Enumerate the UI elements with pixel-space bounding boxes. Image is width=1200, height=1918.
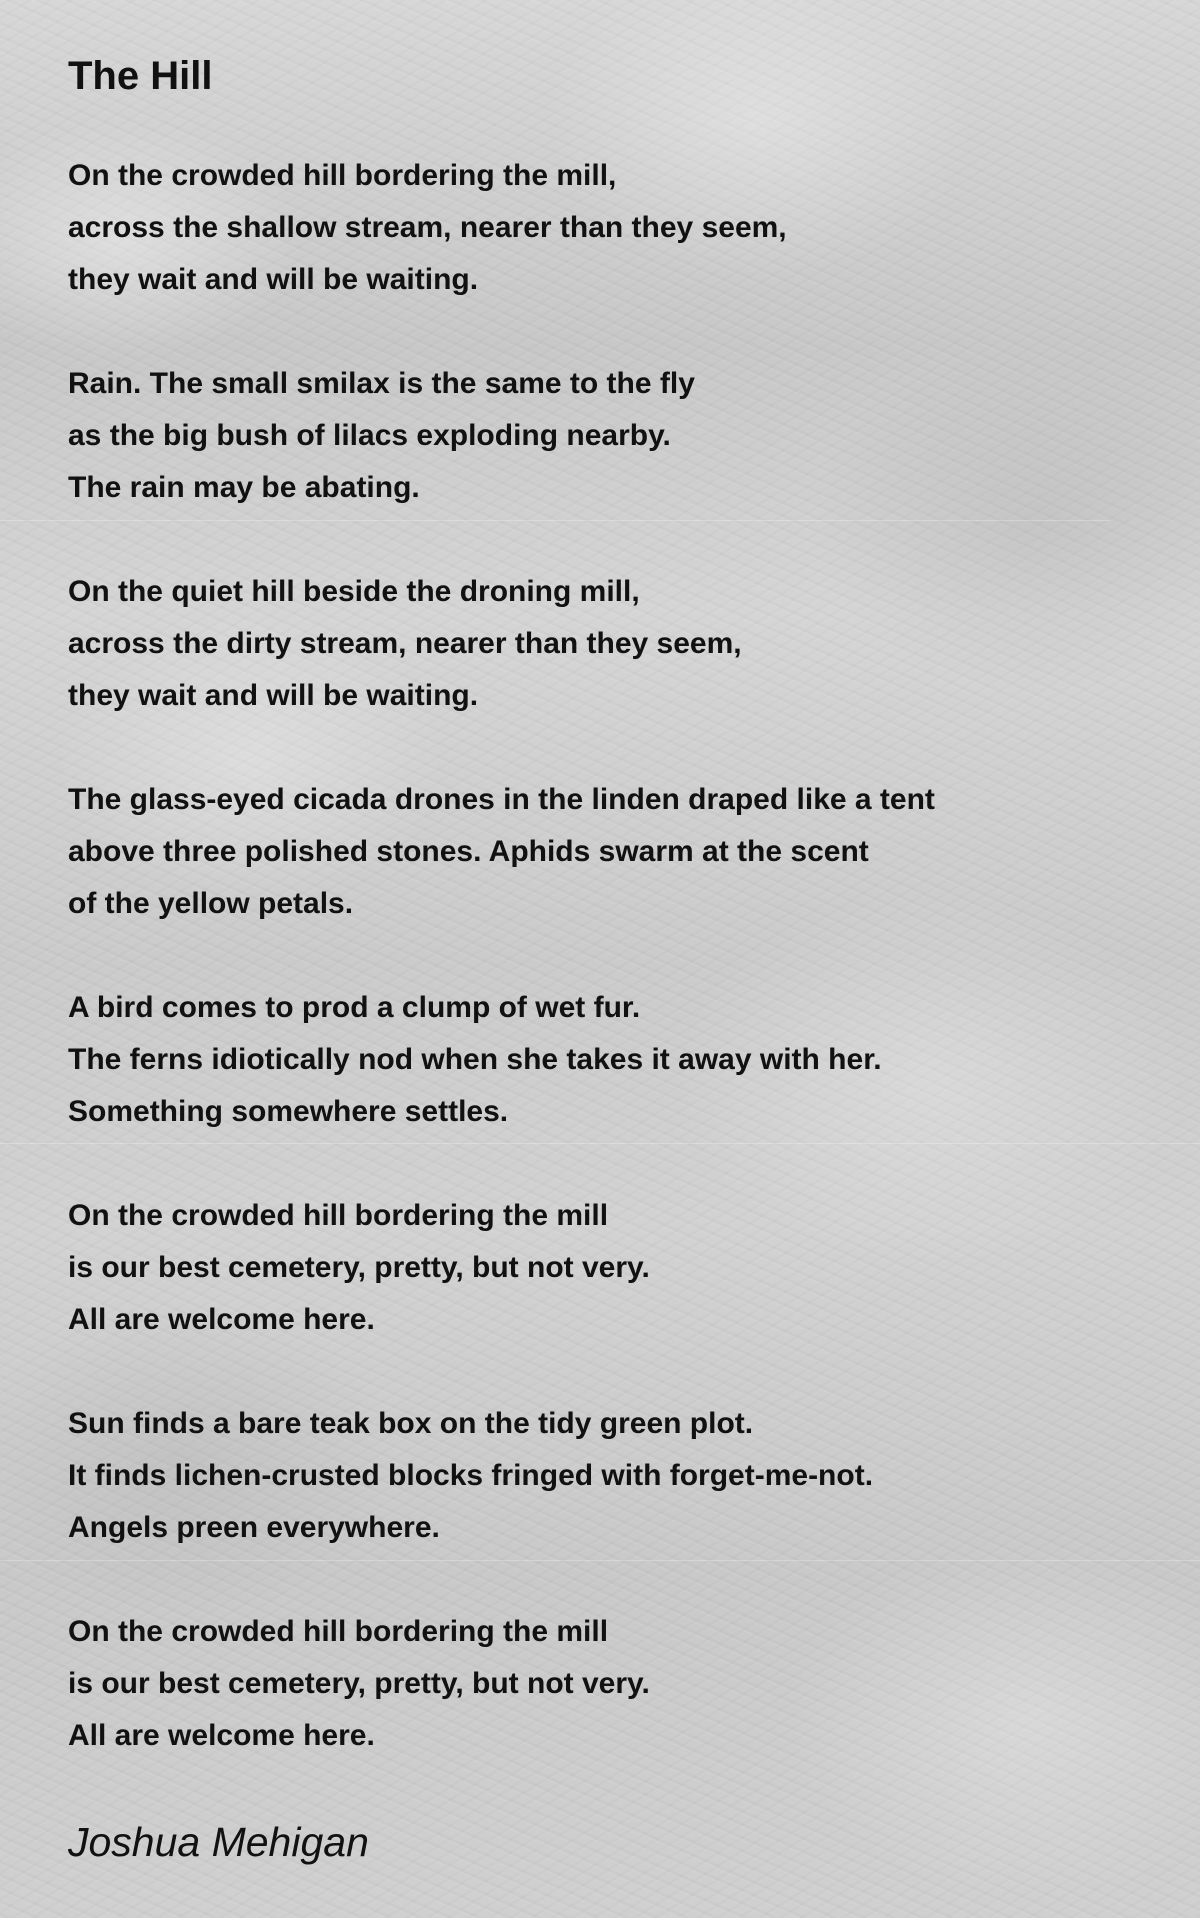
poem-line: Something somewhere settles. xyxy=(68,1095,509,1128)
poem-line: On the crowded hill bordering the mill xyxy=(68,1615,609,1648)
poem-line: The ferns idiotically nod when she takes it away with her. xyxy=(68,1043,882,1076)
poem-line: The rain may be abating. xyxy=(68,471,420,504)
poem-author: Joshua Mehigan xyxy=(68,1819,369,1865)
stanza xyxy=(68,566,1128,722)
poem-line: On the crowded hill bordering the mill xyxy=(68,1199,609,1232)
poem-line: All are welcome here. xyxy=(68,1719,375,1752)
poem-line: of the yellow petals. xyxy=(68,887,354,920)
poem-line: On the quiet hill beside the droning mill, xyxy=(68,575,640,608)
poem-body xyxy=(68,150,1128,1814)
stanza xyxy=(68,982,1128,1138)
poem-line: Angels preen everywhere. xyxy=(68,1511,440,1544)
poem-line: as the big bush of lilacs exploding nearby. xyxy=(68,419,671,452)
poem-title: The Hill xyxy=(68,54,213,98)
poem-line: is our best cemetery, pretty, but not very. xyxy=(68,1667,650,1700)
poem-line: is our best cemetery, pretty, but not very. xyxy=(68,1251,650,1284)
poem-line: they wait and will be waiting. xyxy=(68,263,479,296)
poem-line: A bird comes to prod a clump of wet fur. xyxy=(68,991,641,1024)
poem-line: The glass-eyed cicada drones in the linden draped like a tent xyxy=(68,783,935,816)
poem-line: above three polished stones. Aphids swarm at the scent xyxy=(68,835,869,868)
poem-line: It finds lichen-crusted blocks fringed with forget-me-not. xyxy=(68,1459,874,1492)
poem-line: Rain. The small smilax is the same to the fly xyxy=(68,367,695,400)
stanza xyxy=(68,1190,1128,1346)
poem-line: they wait and will be waiting. xyxy=(68,679,479,712)
poem-line: Sun finds a bare teak box on the tidy green plot. xyxy=(68,1407,754,1440)
stanza xyxy=(68,774,1128,930)
poem-line: All are welcome here. xyxy=(68,1303,375,1336)
poem-line: across the dirty stream, nearer than they seem, xyxy=(68,627,742,660)
poem-line: across the shallow stream, nearer than they seem, xyxy=(68,211,787,244)
stanza xyxy=(68,1398,1128,1554)
poem-line: On the crowded hill bordering the mill, xyxy=(68,159,617,192)
stanza xyxy=(68,358,1128,514)
stanza xyxy=(68,150,1128,306)
stanza xyxy=(68,1606,1128,1762)
